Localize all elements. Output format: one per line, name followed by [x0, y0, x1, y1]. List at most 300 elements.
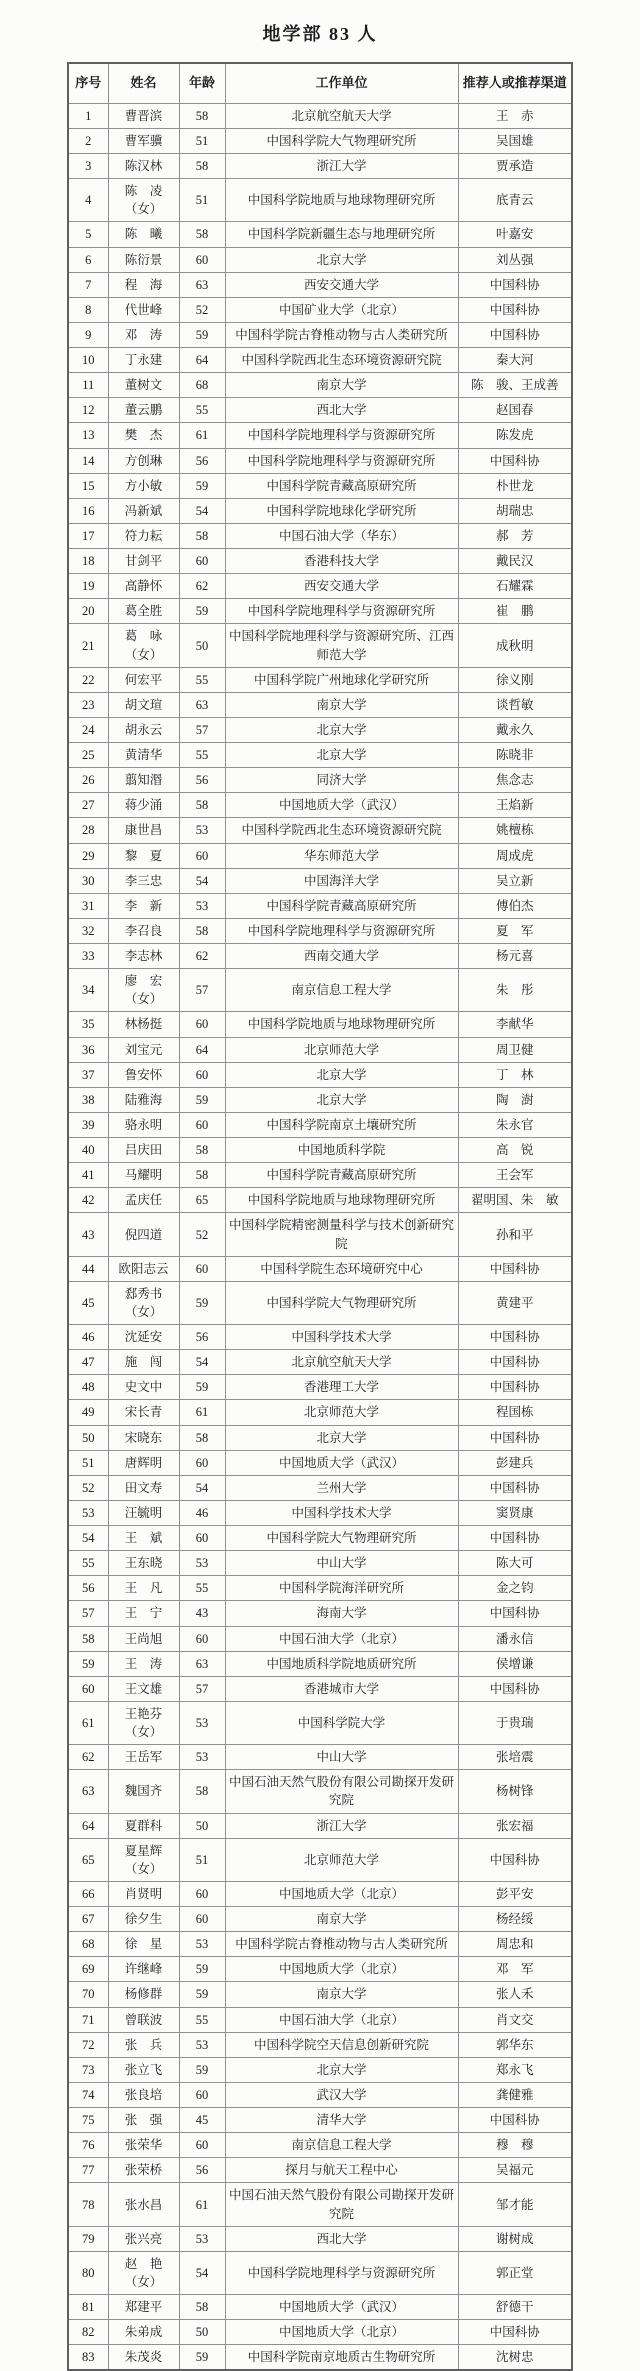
cell-age: 53 — [179, 893, 225, 918]
cell-name: 胡文瑄 — [108, 692, 179, 717]
cell-name: 王 凡 — [108, 1576, 179, 1601]
cell-row-number: 42 — [68, 1188, 108, 1213]
cell-name: 史文中 — [108, 1375, 179, 1400]
table-body — [68, 103, 572, 2370]
table-row — [68, 768, 572, 793]
female-marker: （女） — [124, 202, 163, 217]
cell-recommender: 孙和平 — [458, 1213, 572, 1256]
cell-age: 58 — [179, 1163, 225, 1188]
table-row — [68, 1813, 572, 1838]
table-row — [68, 423, 572, 448]
cell-recommender: 彭平安 — [458, 1881, 572, 1906]
cell-recommender: 周忠和 — [458, 1932, 572, 1957]
cell-name: 符力耘 — [108, 523, 179, 548]
cell-age: 53 — [179, 2032, 225, 2057]
cell-work-unit: 中国石油天然气股份有限公司勘探开发研究院 — [225, 2183, 458, 2226]
table-row — [68, 2183, 572, 2226]
cell-row-number: 46 — [68, 1325, 108, 1350]
cell-row-number: 47 — [68, 1350, 108, 1375]
table-row — [68, 1881, 572, 1906]
cell-age: 59 — [179, 322, 225, 347]
cell-work-unit: 南京信息工程大学 — [225, 2133, 458, 2158]
cell-recommender: 彭建兵 — [458, 1450, 572, 1475]
table-row — [68, 624, 572, 667]
cell-age: 55 — [179, 743, 225, 768]
cell-work-unit: 中国石油大学（北京） — [225, 2007, 458, 2032]
cell-name: 胡永云 — [108, 717, 179, 742]
cell-recommender: 王焰新 — [458, 793, 572, 818]
cell-row-number: 19 — [68, 574, 108, 599]
cell-name: 王艳芬 （女） — [108, 1701, 179, 1744]
cell-recommender: 谢树成 — [458, 2226, 572, 2251]
cell-age: 60 — [179, 2082, 225, 2107]
cell-name: 张兴亮 — [108, 2226, 179, 2251]
table-row — [68, 2007, 572, 2032]
cell-row-number: 60 — [68, 1676, 108, 1701]
cell-age: 53 — [179, 1701, 225, 1744]
cell-name: 王 宁 — [108, 1601, 179, 1626]
cell-name: 高静怀 — [108, 574, 179, 599]
cell-recommender: 贾承造 — [458, 154, 572, 179]
cell-work-unit: 中国石油天然气股份有限公司勘探开发研究院 — [225, 1770, 458, 1813]
cell-row-number: 1 — [68, 103, 108, 128]
cell-name: 张立飞 — [108, 2057, 179, 2082]
table-row — [68, 2251, 572, 2294]
table-row — [68, 2057, 572, 2082]
cell-recommender: 邓 军 — [458, 1957, 572, 1982]
table-row — [68, 2108, 572, 2133]
cell-name: 廖 宏 （女） — [108, 969, 179, 1012]
cell-row-number: 14 — [68, 448, 108, 473]
cell-row-number: 9 — [68, 322, 108, 347]
cell-work-unit: 北京大学 — [225, 247, 458, 272]
cell-age: 58 — [179, 1770, 225, 1813]
cell-recommender: 姚檀栋 — [458, 818, 572, 843]
cell-age: 61 — [179, 2183, 225, 2226]
cell-age: 60 — [179, 1907, 225, 1932]
table-row — [68, 692, 572, 717]
cell-work-unit: 浙江大学 — [225, 154, 458, 179]
cell-row-number: 64 — [68, 1813, 108, 1838]
cell-recommender: 中国科协 — [458, 2320, 572, 2345]
cell-recommender: 郭正堂 — [458, 2251, 572, 2294]
cell-row-number: 17 — [68, 523, 108, 548]
cell-work-unit: 中国科学院生态环境研究中心 — [225, 1256, 458, 1281]
cell-name: 王文雄 — [108, 1676, 179, 1701]
cell-row-number: 78 — [68, 2183, 108, 2226]
cell-age: 59 — [179, 1375, 225, 1400]
cell-recommender: 高 锐 — [458, 1138, 572, 1163]
cell-row-number: 48 — [68, 1375, 108, 1400]
table-row — [68, 1350, 572, 1375]
cell-recommender: 中国科协 — [458, 272, 572, 297]
table-row — [68, 969, 572, 1012]
cell-row-number: 31 — [68, 893, 108, 918]
cell-row-number: 32 — [68, 918, 108, 943]
table-row — [68, 448, 572, 473]
cell-work-unit: 兰州大学 — [225, 1475, 458, 1500]
cell-recommender: 中国科协 — [458, 1375, 572, 1400]
cell-work-unit: 中国矿业大学（北京） — [225, 297, 458, 322]
cell-recommender: 龚健雅 — [458, 2082, 572, 2107]
cell-name: 曹晋滨 — [108, 103, 179, 128]
cell-recommender: 吴立新 — [458, 868, 572, 893]
cell-age: 60 — [179, 2133, 225, 2158]
cell-name: 陈 曦 — [108, 222, 179, 247]
cell-name: 宋晓东 — [108, 1425, 179, 1450]
table-row — [68, 322, 572, 347]
cell-recommender: 穆 穆 — [458, 2133, 572, 2158]
cell-name: 程 海 — [108, 272, 179, 297]
cell-work-unit: 中国地质大学（北京） — [225, 2320, 458, 2345]
table-row — [68, 1325, 572, 1350]
cell-row-number: 28 — [68, 818, 108, 843]
table-row — [68, 1576, 572, 1601]
cell-recommender: 徐义刚 — [458, 667, 572, 692]
cell-recommender: 吴国雄 — [458, 128, 572, 153]
table-row — [68, 2032, 572, 2057]
cell-recommender: 吴福元 — [458, 2158, 572, 2183]
cell-name: 宋长青 — [108, 1400, 179, 1425]
cell-work-unit: 中国科学技术大学 — [225, 1325, 458, 1350]
cell-age: 60 — [179, 247, 225, 272]
cell-work-unit: 南京信息工程大学 — [225, 969, 458, 1012]
cell-recommender: 侯增谦 — [458, 1651, 572, 1676]
cell-row-number: 82 — [68, 2320, 108, 2345]
table-row — [68, 1676, 572, 1701]
cell-row-number: 38 — [68, 1087, 108, 1112]
table-row — [68, 893, 572, 918]
cell-work-unit: 西安交通大学 — [225, 272, 458, 297]
cell-work-unit: 中国地质大学（北京） — [225, 1881, 458, 1906]
cell-age: 50 — [179, 624, 225, 667]
cell-row-number: 41 — [68, 1163, 108, 1188]
cell-name: 肖贤明 — [108, 1881, 179, 1906]
cell-age: 64 — [179, 1037, 225, 1062]
cell-age: 60 — [179, 1881, 225, 1906]
cell-recommender: 朴世龙 — [458, 473, 572, 498]
cell-recommender: 舒德干 — [458, 2295, 572, 2320]
cell-recommender: 中国科协 — [458, 1425, 572, 1450]
cell-row-number: 61 — [68, 1701, 108, 1744]
cell-row-number: 77 — [68, 2158, 108, 2183]
cell-row-number: 75 — [68, 2108, 108, 2133]
cell-age: 63 — [179, 692, 225, 717]
cell-name: 张良培 — [108, 2082, 179, 2107]
page-title: 地学部 83 人 — [262, 24, 378, 44]
cell-row-number: 69 — [68, 1957, 108, 1982]
cell-recommender: 陈大可 — [458, 1551, 572, 1576]
cell-row-number: 6 — [68, 247, 108, 272]
cell-name: 徐夕生 — [108, 1907, 179, 1932]
table-row — [68, 1256, 572, 1281]
cell-age: 60 — [179, 1062, 225, 1087]
cell-name: 郑建平 — [108, 2295, 179, 2320]
cell-recommender: 周卫健 — [458, 1037, 572, 1062]
cell-recommender: 于贵瑞 — [458, 1701, 572, 1744]
cell-work-unit: 中国科学院南京地质古生物研究所 — [225, 2345, 458, 2371]
cell-age: 61 — [179, 1400, 225, 1425]
table-row — [68, 1701, 572, 1744]
cell-age: 55 — [179, 398, 225, 423]
cell-recommender: 杨树锋 — [458, 1770, 572, 1813]
table-row — [68, 128, 572, 153]
cell-work-unit: 北京师范大学 — [225, 1400, 458, 1425]
cell-work-unit: 北京师范大学 — [225, 1838, 458, 1881]
cell-recommender: 中国科协 — [458, 1838, 572, 1881]
cell-age: 60 — [179, 1112, 225, 1137]
cell-name: 杨修群 — [108, 1982, 179, 2007]
cell-age: 43 — [179, 1601, 225, 1626]
cell-age: 53 — [179, 2226, 225, 2251]
cell-recommender: 中国科协 — [458, 2108, 572, 2133]
cell-row-number: 63 — [68, 1770, 108, 1813]
cell-age: 63 — [179, 272, 225, 297]
table-row — [68, 473, 572, 498]
cell-work-unit: 中国地质大学（北京） — [225, 1957, 458, 1982]
table-row — [68, 1838, 572, 1881]
cell-row-number: 59 — [68, 1651, 108, 1676]
cell-work-unit: 西北大学 — [225, 398, 458, 423]
cell-work-unit: 中国科学院地理科学与资源研究所 — [225, 599, 458, 624]
candidates-table — [67, 62, 573, 2371]
table-row — [68, 667, 572, 692]
cell-row-number: 55 — [68, 1551, 108, 1576]
cell-name: 陆雅海 — [108, 1087, 179, 1112]
table-row — [68, 1626, 572, 1651]
table-header — [68, 63, 572, 103]
cell-work-unit: 中国地质科学院地质研究所 — [225, 1651, 458, 1676]
cell-age: 53 — [179, 1551, 225, 1576]
cell-name: 冯新斌 — [108, 498, 179, 523]
cell-work-unit: 中国科学院古脊椎动物与古人类研究所 — [225, 1932, 458, 1957]
cell-age: 58 — [179, 1138, 225, 1163]
cell-name: 葛全胜 — [108, 599, 179, 624]
cell-name: 孟庆任 — [108, 1188, 179, 1213]
table-row — [68, 1281, 572, 1324]
cell-name: 何宏平 — [108, 667, 179, 692]
cell-work-unit: 浙江大学 — [225, 1813, 458, 1838]
cell-age: 56 — [179, 448, 225, 473]
female-marker: （女） — [124, 1725, 163, 1740]
cell-work-unit: 北京大学 — [225, 2057, 458, 2082]
table-row — [68, 843, 572, 868]
cell-work-unit: 海南大学 — [225, 1601, 458, 1626]
header-cell-1: 姓名 — [108, 63, 179, 103]
cell-age: 60 — [179, 1256, 225, 1281]
cell-name: 欧阳志云 — [108, 1256, 179, 1281]
cell-row-number: 51 — [68, 1450, 108, 1475]
cell-work-unit: 香港城市大学 — [225, 1676, 458, 1701]
cell-recommender: 张人禾 — [458, 1982, 572, 2007]
cell-recommender: 中国科协 — [458, 322, 572, 347]
cell-age: 51 — [179, 179, 225, 222]
cell-age: 58 — [179, 2295, 225, 2320]
cell-work-unit: 中国地质大学（武汉） — [225, 2295, 458, 2320]
cell-work-unit: 中国科学院新疆生态与地理研究所 — [225, 222, 458, 247]
cell-recommender: 叶嘉安 — [458, 222, 572, 247]
cell-age: 60 — [179, 549, 225, 574]
cell-row-number: 52 — [68, 1475, 108, 1500]
cell-age: 58 — [179, 523, 225, 548]
cell-recommender: 郭华东 — [458, 2032, 572, 2057]
table-row — [68, 1770, 572, 1813]
cell-row-number: 72 — [68, 2032, 108, 2057]
cell-row-number: 20 — [68, 599, 108, 624]
cell-name: 倪四道 — [108, 1213, 179, 1256]
cell-age: 60 — [179, 1012, 225, 1037]
header-row — [68, 63, 572, 103]
cell-row-number: 7 — [68, 272, 108, 297]
table-row — [68, 918, 572, 943]
cell-name: 翦知湣 — [108, 768, 179, 793]
cell-row-number: 2 — [68, 128, 108, 153]
cell-name: 王 涛 — [108, 1651, 179, 1676]
cell-name: 邓 涛 — [108, 322, 179, 347]
cell-row-number: 24 — [68, 717, 108, 742]
cell-name: 张水昌 — [108, 2183, 179, 2226]
female-marker: （女） — [124, 1304, 163, 1319]
cell-row-number: 50 — [68, 1425, 108, 1450]
header-cell-4: 推荐人或推荐渠道 — [458, 63, 572, 103]
cell-row-number: 43 — [68, 1213, 108, 1256]
cell-row-number: 33 — [68, 944, 108, 969]
cell-recommender: 赵国春 — [458, 398, 572, 423]
cell-row-number: 25 — [68, 743, 108, 768]
female-marker: （女） — [124, 1861, 163, 1876]
cell-work-unit: 西安交通大学 — [225, 574, 458, 599]
table-row — [68, 103, 572, 128]
cell-name: 黎 夏 — [108, 843, 179, 868]
cell-row-number: 5 — [68, 222, 108, 247]
cell-recommender: 沈树忠 — [458, 2345, 572, 2371]
cell-recommender: 戴永久 — [458, 717, 572, 742]
cell-age: 51 — [179, 128, 225, 153]
cell-age: 50 — [179, 1813, 225, 1838]
table-row — [68, 818, 572, 843]
cell-recommender: 胡瑞忠 — [458, 498, 572, 523]
cell-name: 陈衍景 — [108, 247, 179, 272]
cell-recommender: 朱 彤 — [458, 969, 572, 1012]
cell-work-unit: 中国科学院地理科学与资源研究所 — [225, 448, 458, 473]
header-cell-0: 序号 — [68, 63, 108, 103]
cell-age: 51 — [179, 1838, 225, 1881]
cell-row-number: 12 — [68, 398, 108, 423]
table-row — [68, 1475, 572, 1500]
cell-row-number: 73 — [68, 2057, 108, 2082]
cell-recommender: 底青云 — [458, 179, 572, 222]
cell-row-number: 57 — [68, 1601, 108, 1626]
cell-age: 58 — [179, 222, 225, 247]
table-row — [68, 549, 572, 574]
table-row — [68, 2133, 572, 2158]
cell-name: 代世峰 — [108, 297, 179, 322]
cell-age: 59 — [179, 2057, 225, 2082]
cell-work-unit: 香港科技大学 — [225, 549, 458, 574]
cell-work-unit: 北京大学 — [225, 1062, 458, 1087]
cell-recommender: 李献华 — [458, 1012, 572, 1037]
cell-recommender: 张培震 — [458, 1745, 572, 1770]
cell-name: 林杨挺 — [108, 1012, 179, 1037]
cell-work-unit: 中国科学院西北生态环境资源研究院 — [225, 348, 458, 373]
cell-name: 康世昌 — [108, 818, 179, 843]
cell-work-unit: 中国地质大学（武汉） — [225, 793, 458, 818]
cell-row-number: 66 — [68, 1881, 108, 1906]
cell-work-unit: 中国科学院空天信息创新研究院 — [225, 2032, 458, 2057]
cell-name: 王东晓 — [108, 1551, 179, 1576]
cell-row-number: 26 — [68, 768, 108, 793]
cell-work-unit: 西南交通大学 — [225, 944, 458, 969]
cell-name: 丁永建 — [108, 348, 179, 373]
cell-work-unit: 中国石油大学（北京） — [225, 1626, 458, 1651]
cell-age: 64 — [179, 348, 225, 373]
cell-work-unit: 中国科学院西北生态环境资源研究院 — [225, 818, 458, 843]
cell-work-unit: 南京大学 — [225, 692, 458, 717]
cell-recommender: 王 赤 — [458, 103, 572, 128]
table-row — [68, 2320, 572, 2345]
cell-work-unit: 中国地质科学院 — [225, 1138, 458, 1163]
cell-work-unit: 南京大学 — [225, 1907, 458, 1932]
cell-recommender: 陶 澍 — [458, 1087, 572, 1112]
female-marker: （女） — [124, 992, 163, 1007]
cell-name: 田文寿 — [108, 1475, 179, 1500]
table-row — [68, 944, 572, 969]
cell-work-unit: 中国科学院南京土壤研究所 — [225, 1112, 458, 1137]
table-row — [68, 1400, 572, 1425]
cell-work-unit: 中国科学院青藏高原研究所 — [225, 473, 458, 498]
table-row — [68, 348, 572, 373]
cell-recommender: 夏 军 — [458, 918, 572, 943]
cell-row-number: 58 — [68, 1626, 108, 1651]
cell-work-unit: 南京大学 — [225, 373, 458, 398]
cell-recommender: 邹才能 — [458, 2183, 572, 2226]
cell-age: 54 — [179, 498, 225, 523]
cell-recommender: 秦大河 — [458, 348, 572, 373]
cell-work-unit: 香港理工大学 — [225, 1375, 458, 1400]
cell-age: 57 — [179, 717, 225, 742]
cell-name: 曹军骥 — [108, 128, 179, 153]
cell-row-number: 83 — [68, 2345, 108, 2371]
cell-work-unit: 华东师范大学 — [225, 843, 458, 868]
cell-recommender: 郝 芳 — [458, 523, 572, 548]
cell-age: 60 — [179, 1526, 225, 1551]
cell-work-unit: 西北大学 — [225, 2226, 458, 2251]
cell-recommender: 窦贤康 — [458, 1500, 572, 1525]
table-row — [68, 272, 572, 297]
cell-name: 鲁安怀 — [108, 1062, 179, 1087]
cell-name: 李召良 — [108, 918, 179, 943]
cell-age: 46 — [179, 1500, 225, 1525]
cell-age: 55 — [179, 2007, 225, 2032]
cell-work-unit: 清华大学 — [225, 2108, 458, 2133]
table-row — [68, 2082, 572, 2107]
table-row — [68, 2158, 572, 2183]
table-row — [68, 1551, 572, 1576]
cell-recommender: 王会军 — [458, 1163, 572, 1188]
table-row — [68, 1500, 572, 1525]
table-row — [68, 1012, 572, 1037]
cell-recommender: 石耀霖 — [458, 574, 572, 599]
cell-age: 56 — [179, 1325, 225, 1350]
cell-row-number: 45 — [68, 1281, 108, 1324]
cell-recommender: 肖文交 — [458, 2007, 572, 2032]
female-marker: （女） — [124, 647, 163, 662]
cell-age: 62 — [179, 574, 225, 599]
cell-age: 59 — [179, 1957, 225, 1982]
cell-row-number: 67 — [68, 1907, 108, 1932]
cell-age: 59 — [179, 2345, 225, 2371]
cell-name: 樊 杰 — [108, 423, 179, 448]
